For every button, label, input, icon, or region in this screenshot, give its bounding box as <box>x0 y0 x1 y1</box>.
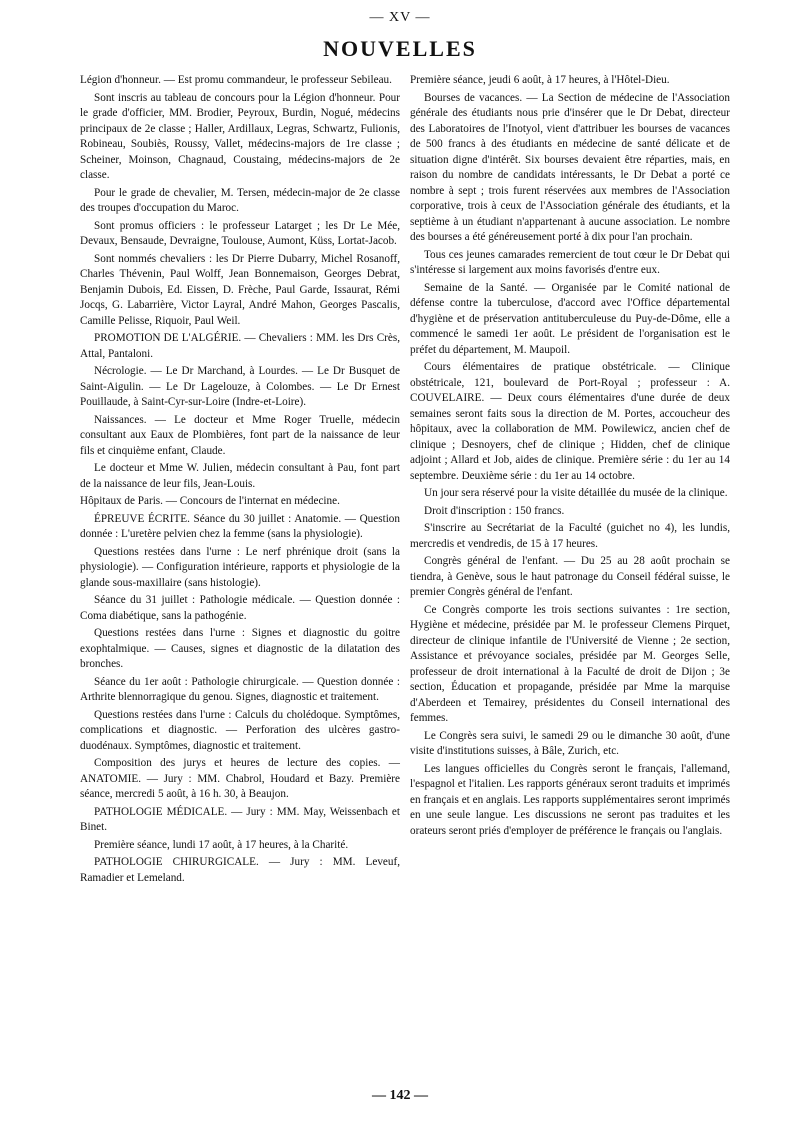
paragraph: Le docteur et Mme W. Julien, médecin consultant à Pau, font part de la naissance de leur fils, Jean-Louis. <box>80 462 400 490</box>
paragraph: Nécrologie. — Le Dr Marchand, à Lourdes. — Le Dr Busquet de Saint-Aigulin. — Le Dr Lagelouze, à Colombes. — Le Dr Ernest Pouillaude, à Saint-Cyr-sur-Loire (Indre-et-Loire). <box>80 365 400 408</box>
paragraph: Pour le grade de chevalier, M. Tersen, médecin-major de 2e classe des troupes d'occupation du Maroc. <box>80 186 400 214</box>
paragraph: Congrès général de l'enfant. — Du 25 au 28 août prochain se tiendra, à Genève, sous le haut patronage du Conseil fédéral suisse, le premier Congrès général de l'enfant. <box>410 555 730 598</box>
left-column <box>80 73 400 888</box>
paragraph: Séance du 1er août : Pathologie chirurgicale. — Question donnée : Arthrite blennorragique du genou. Signes, diagnostic et traitement. <box>80 675 400 703</box>
paragraph: Cours élémentaires de pratique obstétricale. — Clinique obstétricale, 121, boulevard de Port-Royal ; professeur : A. COUVELAIRE. — Deux cours élémentaires d'une durée de deux semaines seront faits sous la direction de M. Portes, accoucheur des hôpitaux, avec la collaboration de MM. Powilewicz, ancien chef de clinique ; Desnoyers, chef de clinique ; Hidden, chef de clinique adjoint ; Allard et Job, aides de clinique. Première série : du 1er au 14 septembre. Deuxième série : du 1er au 14 octobre. <box>410 361 730 482</box>
paragraph: Sont nommés chevaliers : les Dr Pierre Dubarry, Michel Rosanoff, Charles Thévenin, Paul Wolff, Jean Bonnemaison, Georges Debrat, Benjamin Dubois, Ed. Eissen, D. Frèche, Paul Garde, Issaurat, Rémi Jocqs, G. Labarrière, Victor Layral, André Mahon, Georges Pascalis, Camille Pelisse, Riquoir, Paul Weil. <box>80 252 400 327</box>
paragraph: Questions restées dans l'urne : Calculs du cholédoque. Symptômes, complications et diagnostic. — Perforation des ulcères gastro-duodénaux. Symptômes, diagnostic et traitement. <box>80 708 400 752</box>
paragraph: Sont inscris au tableau de concours pour la Légion d'honneur. Pour le grade d'officier, MM. Brodier, Peyroux, Burdin, Nogué, médecins principaux de 2e classe ; Haller, Ardillaux, Legras, Schwartz, Fulionis, Robineau, Soubiès, Roussy, Vallet, médecins-majors de 1re classe ; Scheiner, Moinson, Chagnaud, Coustaing, médecins-majors de 2e classe. <box>80 91 400 181</box>
top-folio: — XV — <box>369 10 431 25</box>
paragraph: PATHOLOGIE CHIRURGICALE. — Jury : MM. Leveuf, Ramadier et Lemeland. <box>80 856 400 884</box>
page-number: — 142 — <box>372 1088 428 1103</box>
paragraph: PATHOLOGIE MÉDICALE. — Jury : MM. May, Weissenbach et Binet. <box>80 805 400 833</box>
paragraph: Hôpitaux de Paris. — Concours de l'internat en médecine. <box>80 495 340 507</box>
paragraph: Semaine de la Santé. — Organisée par le Comité national de défense contre la tuberculose, d'accord avec l'Office départemental d'hygiène et de préservation antituberculeuse du Puy-de-Dôme, elle a commencé le samedi 1er août. Le président de l'organisation est le préfet du département, M. Maupoil. <box>410 281 730 356</box>
paragraph: Première séance, jeudi 6 août, à 17 heures, à l'Hôtel-Dieu. <box>410 74 670 86</box>
paragraph: Questions restées dans l'urne : Signes et diagnostic du goitre exophtalmique. — Causes, signes et diagnostic de la dilatation des bronches. <box>80 627 400 670</box>
paragraph: Légion d'honneur. — Est promu commandeur, le professeur Sebileau. <box>80 74 392 86</box>
paragraph: Sont promus officiers : le professeur Latarget ; les Dr Le Mée, Devaux, Bensaude, Devraigne, Toulouse, Aumont, Küss, Lortat-Jacob. <box>80 219 400 247</box>
paragraph: Un jour sera réservé pour la visite détaillée du musée de la clinique. <box>424 487 728 499</box>
paragraph: ÉPREUVE ÉCRITE. Séance du 30 juillet : Anatomie. — Question donnée : L'uretère pelvien chez la femme (sans la physiologie). <box>80 512 400 540</box>
paragraph: PROMOTION DE L'ALGÉRIE. — Chevaliers : MM. les Drs Crès, Attal, Pantaloni. <box>80 332 400 360</box>
paragraph: Séance du 31 juillet : Pathologie médicale. — Question donnée : Coma diabétique, sans la pathogénie. <box>80 594 400 622</box>
paragraph: Naissances. — Le docteur et Mme Roger Truelle, médecin consultant aux Eaux de Plombières, font part de la naissance de leur fils et cinquième enfant, Claude. <box>80 413 400 457</box>
paragraph: S'inscrire au Secrétariat de la Faculté (guichet no 4), les lundis, mercredis et vendredis, de 15 à 17 heures. <box>410 522 730 550</box>
paragraph: Ce Congrès comporte les trois sections suivantes : 1re section, Hygiène et médecine, présidée par M. le professeur Clemens Pirquet, directeur de clinique infantile de l'Université de Vienne ; 2e section, Assistance et prévoyance sociales, présidée par M. Georges Selle, professeur de droit international à la Faculté de droit de Dijon ; 3e section, Éducation et propagande, présidée par Mme la marquise d'Aberdeen et Temairey, présidentes du Conseil international des femmes. <box>410 603 730 724</box>
paragraph: Les langues officielles du Congrès seront le français, l'allemand, l'espagnol et l'italien. Les rapports généraux seront traduits et imprimés en français et en anglais. Les rapports supplémentaires seront imprimés en une seule langue. Les discussions ne seront pas traduites et les orateurs seront priés d'employer de préférence le français ou l'anglais. <box>410 762 730 837</box>
section-title: NOUVELLES <box>323 36 477 61</box>
paragraph: Composition des jurys et heures de lecture des copies. — ANATOMIE. — Jury : MM. Chabrol, Houdard et Bazy. Première séance, mercredi 5 août, à 16 h. 30, à Beaujon. <box>80 757 400 800</box>
paragraph: Tous ces jeunes camarades remercient de tout cœur le Dr Debat qui s'intéresse si largement aux moins favorisés d'entre eux. <box>410 248 730 276</box>
paragraph: Droit d'inscription : 150 francs. <box>424 504 565 517</box>
paragraph: Questions restées dans l'urne : Le nerf phrénique droit (sans la physiologie). — Configuration intérieure, rapports et physiologie de la glande sous-maxillaire (sans histologie). <box>80 545 400 589</box>
right-column <box>410 73 730 841</box>
paragraph: Le Congrès sera suivi, le samedi 29 ou le dimanche 30 août, d'une visite d'institutions suisses, à Bâle, Zurich, etc. <box>410 729 730 757</box>
paragraph: Bourses de vacances. — La Section de médecine de l'Association générale des étudiants nous prie d'insérer que le Dr Debat, directeur des Laboratoires de l'Inotyol, vient d'attribuer les bourses de vacances de 500 francs à des étudiants en médecine de santé délicate et de situation digne d'intérêt. Six bourses devaient être réparties, mais, en raison du nombre de candidats intéressants, le Dr Debat a porté ce nombre à sept ; trois furent réservées aux membres de l'Association corporative, trois à ceux de l'Association générale des étudiants, et la septième à un étudiant n'appartenant à aucune association. Le nombre des bourses a été généreusement porté à dix pour l'an prochain. <box>410 91 730 243</box>
paragraph: Première séance, lundi 17 août, à 17 heures, à la Charité. <box>94 838 349 851</box>
